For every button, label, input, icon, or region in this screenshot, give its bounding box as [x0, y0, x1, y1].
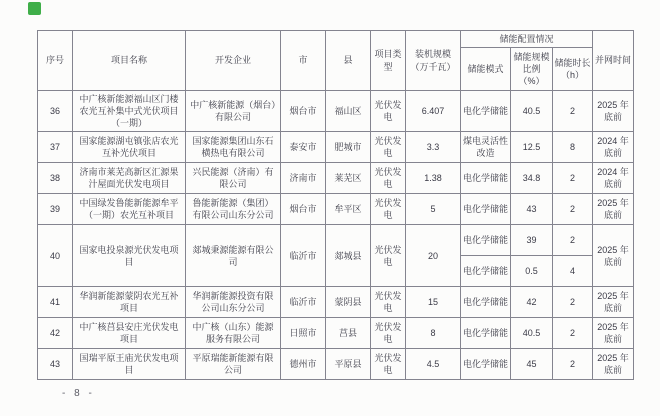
- cell-county: 牟平区: [326, 194, 371, 225]
- cell-capacity: 20: [406, 225, 461, 287]
- header-storage-mode: 储能模式: [461, 48, 511, 91]
- cell-city: 泰安市: [281, 132, 326, 163]
- cell-seq: 42: [38, 318, 73, 349]
- cell-county: 福山区: [326, 91, 371, 132]
- cell-storage-ratio: 12.5: [511, 132, 553, 163]
- header-storage-ratio: 储能规模比例（%）: [511, 48, 553, 91]
- cell-seq: 43: [38, 349, 73, 380]
- header-storage-group: 储能配置情况: [461, 31, 593, 48]
- cell-capacity: 3.3: [406, 132, 461, 163]
- cell-storage-duration: 2: [553, 163, 593, 194]
- cell-developer: 华润新能源投资有限公司山东分公司: [186, 287, 281, 318]
- table-body: [38, 91, 634, 380]
- cell-county: 蒙阴县: [326, 287, 371, 318]
- table-row: [38, 349, 634, 380]
- cell-storage-duration: 4: [553, 256, 593, 287]
- cell-project: 国家电投泉源光伏发电项目: [73, 225, 186, 287]
- cell-type: 光伏发电: [371, 132, 406, 163]
- cell-project: 国家能源湖屯镇张店农光互补光伏项目: [73, 132, 186, 163]
- cell-grid-time: 2024 年底前: [593, 163, 634, 194]
- table-row: [38, 287, 634, 318]
- cell-storage-ratio: 43: [511, 194, 553, 225]
- cell-developer: 鲁能新能源（集团）有限公司山东分公司: [186, 194, 281, 225]
- cell-storage-duration: 2: [553, 225, 593, 256]
- cell-storage-mode: 电化学储能: [461, 225, 511, 256]
- header-project-name: 项目名称: [73, 31, 186, 91]
- green-app-icon: [28, 2, 41, 15]
- cell-seq: 39: [38, 194, 73, 225]
- header-developer: 开发企业: [186, 31, 281, 91]
- table-row: [38, 132, 634, 163]
- cell-city: 烟台市: [281, 194, 326, 225]
- header-project-type: 项目类型: [371, 31, 406, 91]
- header-capacity: 装机规模（万千瓦）: [406, 31, 461, 91]
- cell-city: 临沂市: [281, 287, 326, 318]
- cell-grid-time: 2024 年底前: [593, 132, 634, 163]
- cell-capacity: 8: [406, 318, 461, 349]
- cell-city: 德州市: [281, 349, 326, 380]
- cell-storage-duration: 2: [553, 287, 593, 318]
- cell-storage-mode: 电化学储能: [461, 256, 511, 287]
- table-row: [38, 163, 634, 194]
- cell-type: 光伏发电: [371, 225, 406, 287]
- cell-capacity: 5: [406, 194, 461, 225]
- cell-storage-ratio: 40.5: [511, 318, 553, 349]
- table-row: [38, 318, 634, 349]
- cell-storage-ratio: 39: [511, 225, 553, 256]
- page-number: - 8 -: [62, 388, 95, 399]
- cell-developer: 中广核（山东）能源服务有限公司: [186, 318, 281, 349]
- cell-capacity: 6.407: [406, 91, 461, 132]
- cell-capacity: 15: [406, 287, 461, 318]
- cell-county: 郯城县: [326, 225, 371, 287]
- cell-city: 济南市: [281, 163, 326, 194]
- cell-type: 光伏发电: [371, 287, 406, 318]
- cell-project: 中广核莒县安庄光伏发电项目: [73, 318, 186, 349]
- cell-seq: 37: [38, 132, 73, 163]
- cell-storage-mode: 电化学储能: [461, 194, 511, 225]
- cell-storage-ratio: 40.5: [511, 91, 553, 132]
- header-row-top: [38, 31, 634, 48]
- cell-storage-duration: 8: [553, 132, 593, 163]
- cell-capacity: 4.5: [406, 349, 461, 380]
- cell-seq: 41: [38, 287, 73, 318]
- cell-county: 莱芜区: [326, 163, 371, 194]
- project-table: [37, 30, 634, 380]
- cell-storage-mode: 电化学储能: [461, 349, 511, 380]
- cell-storage-duration: 2: [553, 91, 593, 132]
- cell-storage-duration: 2: [553, 349, 593, 380]
- cell-storage-ratio: 45: [511, 349, 553, 380]
- cell-grid-time: 2025 年底前: [593, 287, 634, 318]
- cell-project: 中广核新能源福山区门楼农光互补集中式光伏项目（一期）: [73, 91, 186, 132]
- cell-storage-duration: 2: [553, 318, 593, 349]
- table-header: [38, 31, 634, 91]
- cell-grid-time: 2025 年底前: [593, 194, 634, 225]
- cell-storage-mode: 电化学储能: [461, 91, 511, 132]
- header-storage-duration: 储能时长（h）: [553, 48, 593, 91]
- cell-project: 国瑞平原王庙光伏发电项目: [73, 349, 186, 380]
- cell-storage-mode: 电化学储能: [461, 163, 511, 194]
- cell-storage-mode: 煤电灵活性改造: [461, 132, 511, 163]
- cell-type: 光伏发电: [371, 349, 406, 380]
- cell-developer: 国家能源集团山东石横热电有限公司: [186, 132, 281, 163]
- cell-type: 光伏发电: [371, 194, 406, 225]
- table-row: [38, 225, 634, 256]
- cell-city: 烟台市: [281, 91, 326, 132]
- cell-developer: 中广核新能源（烟台）有限公司: [186, 91, 281, 132]
- table-row: [38, 91, 634, 132]
- cell-developer: 郯城秉源能源有限公司: [186, 225, 281, 287]
- cell-city: 日照市: [281, 318, 326, 349]
- cell-seq: 40: [38, 225, 73, 287]
- cell-county: 平原县: [326, 349, 371, 380]
- cell-project: 济南市莱芜高新区汇源果汁屋面光伏发电项目: [73, 163, 186, 194]
- cell-grid-time: 2025 年底前: [593, 318, 634, 349]
- cell-seq: 38: [38, 163, 73, 194]
- cell-county: 肥城市: [326, 132, 371, 163]
- cell-storage-duration: 2: [553, 194, 593, 225]
- header-seq: 序号: [38, 31, 73, 91]
- cell-project: 中国绿发鲁能新能源牟平（一期）农光互补项目: [73, 194, 186, 225]
- cell-developer: 兴民能源（济南）有限公司: [186, 163, 281, 194]
- cell-developer: 平原瑞能新能源有限公司: [186, 349, 281, 380]
- cell-storage-ratio: 42: [511, 287, 553, 318]
- cell-grid-time: 2025 年底前: [593, 349, 634, 380]
- cell-county: 莒县: [326, 318, 371, 349]
- cell-capacity: 1.38: [406, 163, 461, 194]
- cell-storage-mode: 电化学储能: [461, 287, 511, 318]
- cell-type: 光伏发电: [371, 163, 406, 194]
- header-grid-time: 并网时间: [593, 31, 634, 91]
- header-city: 市: [281, 31, 326, 91]
- cell-storage-mode: 电化学储能: [461, 318, 511, 349]
- cell-project: 华润新能源蒙阴农光互补项目: [73, 287, 186, 318]
- cell-storage-ratio: 0.5: [511, 256, 553, 287]
- cell-city: 临沂市: [281, 225, 326, 287]
- cell-storage-ratio: 34.8: [511, 163, 553, 194]
- cell-grid-time: 2025 年底前: [593, 91, 634, 132]
- cell-type: 光伏发电: [371, 318, 406, 349]
- cell-grid-time: 2025 年底前: [593, 225, 634, 287]
- header-county: 县: [326, 31, 371, 91]
- table-row: [38, 194, 634, 225]
- cell-seq: 36: [38, 91, 73, 132]
- cell-type: 光伏发电: [371, 91, 406, 132]
